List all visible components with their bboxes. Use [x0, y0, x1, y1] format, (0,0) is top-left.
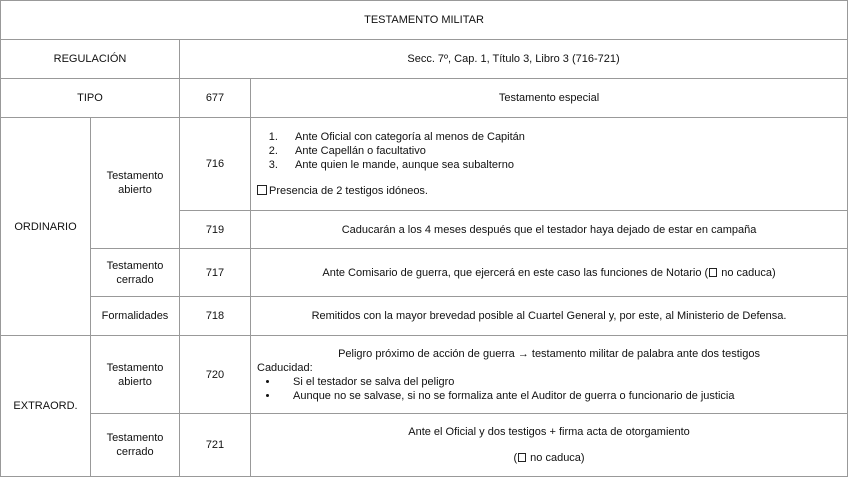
- extraord-cerrado-label: Testamento cerrado: [91, 414, 180, 477]
- article-718: 718: [180, 297, 251, 336]
- article-717: 717: [180, 249, 251, 297]
- cerrado-text-b: no caduca): [718, 266, 776, 279]
- cerrado-text-a: Ante Comisario de guerra, que ejercerá en este caso las funciones de Notario (: [322, 266, 709, 279]
- extraord-abierto-content: [251, 336, 848, 414]
- testigos-note: [257, 184, 841, 198]
- list-item: • Aunque no se salvase, si no se formaliza ante el Auditor de guerra o funcionario de justicia: [279, 389, 841, 403]
- article-716: 716: [180, 118, 251, 211]
- caducidad-list: [257, 375, 841, 403]
- formalidades-text: Remitidos con la mayor brevedad posible al Cuartel General y, por este, al Ministerio de Defensa.: [251, 297, 848, 336]
- ordinario-abierto-label: Testamento abierto: [91, 118, 180, 249]
- ordinario-label: ORDINARIO: [1, 118, 91, 336]
- extraord-abierto-label: Testamento abierto: [91, 336, 180, 414]
- no-caduca-b: no caduca): [527, 452, 585, 464]
- ordinario-cerrado-label: Testamento cerrado: [91, 249, 180, 297]
- symbol-box-icon: [709, 268, 717, 277]
- article-719: 719: [180, 211, 251, 249]
- ordinario-abierto-requisitos: [251, 118, 848, 211]
- no-caduca-line: [257, 451, 841, 465]
- formalidades-label: Formalidades: [91, 297, 180, 336]
- tipo-label: TIPO: [1, 79, 180, 118]
- tipo-value: Testamento especial: [251, 79, 848, 118]
- extraord-cerrado-content: [251, 414, 848, 477]
- requisitos-list: [257, 130, 841, 172]
- list-item: • Si el testador se salva del peligro: [279, 375, 841, 389]
- checkbox-icon: [257, 185, 267, 195]
- caducidad-719-text: Caducarán a los 4 meses después que el testador haya dejado de estar en campaña: [251, 211, 848, 249]
- extraord-label: EXTRAORD.: [1, 336, 91, 477]
- no-caduca-a: (: [513, 452, 518, 464]
- otorgamiento-line: Ante el Oficial y dos testigos + firma acta de otorgamiento: [408, 426, 690, 438]
- list-item: 3. Ante quien le mande, aunque sea subalterno: [281, 158, 841, 172]
- article-720: 720: [180, 336, 251, 414]
- ordinario-cerrado-text: [251, 249, 848, 297]
- regulacion-label: REGULACIÓN: [1, 40, 180, 79]
- regulacion-value: Secc. 7º, Cap. 1, Título 3, Libro 3 (716-721): [180, 40, 848, 79]
- list-item: 2. Ante Capellán o facultativo: [281, 144, 841, 158]
- tipo-article: 677: [180, 79, 251, 118]
- caducidad-label: Caducidad:: [257, 361, 313, 374]
- list-item: 1. Ante Oficial con categoría al menos de Capitán: [281, 130, 841, 144]
- article-721: 721: [180, 414, 251, 477]
- peligro-line: Peligro próximo de acción de guerra → testamento militar de palabra ante dos testigos: [338, 347, 760, 360]
- table-title: TESTAMENTO MILITAR: [1, 1, 848, 40]
- symbol-box-icon: [518, 453, 526, 462]
- testigos-note-text: Presencia de 2 testigos idóneos.: [269, 185, 428, 197]
